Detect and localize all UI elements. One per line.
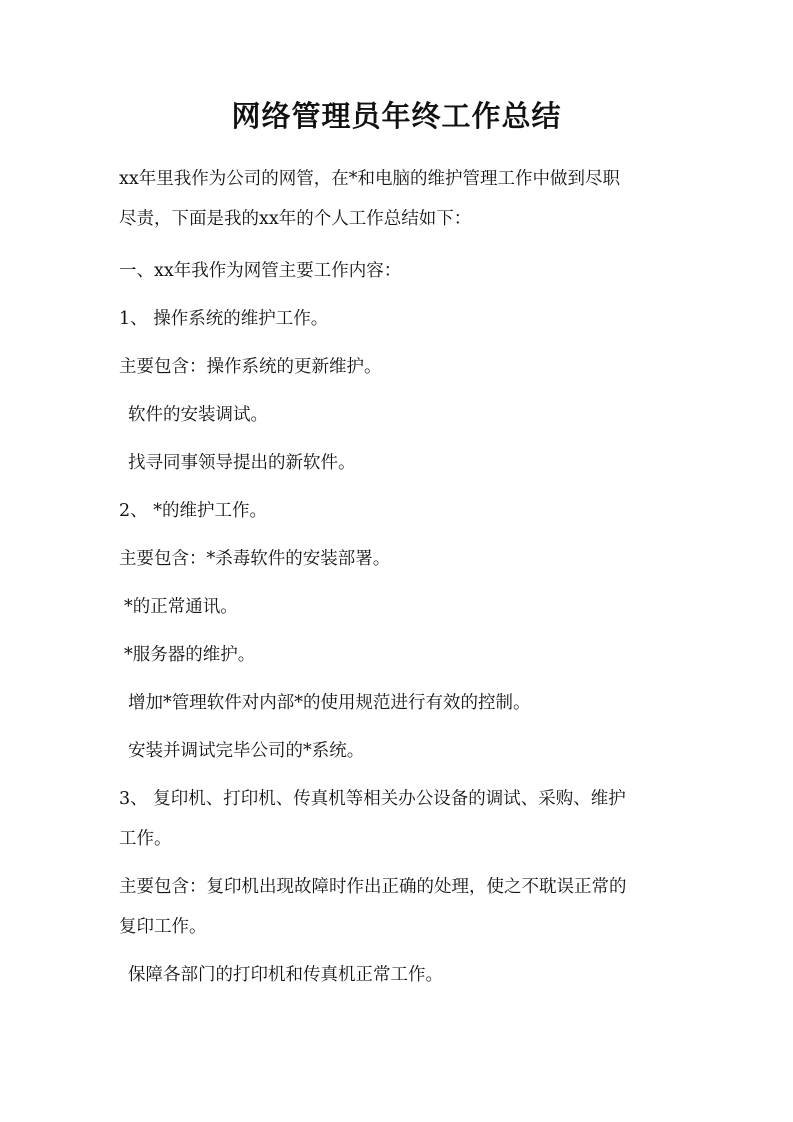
document-title: 网络管理员年终工作总结 [231, 99, 562, 133]
list-item-3 [119, 779, 679, 859]
list-item-1-sub-1: 软件的安装调试。 [128, 405, 268, 425]
intro-paragraph [119, 159, 679, 239]
list-item-2: 2、 *的维护工作。 [119, 501, 267, 521]
intro-line-1: xx年里我作为公司的网管，在*和电脑的维护管理工作中做到尽职 [119, 169, 620, 189]
document-body [119, 159, 679, 1003]
list-item-2-sub-1: *的正常通讯。 [124, 597, 238, 617]
list-item-3-main-line-1: 主要包含：复印机出现故障时作出正确的处理，使之不耽误正常的 [119, 877, 627, 897]
list-item-2-sub-2: *服务器的维护。 [124, 645, 256, 665]
list-item-1-main: 主要包含：操作系统的更新维护。 [119, 357, 382, 377]
intro-line-2: 尽责，下面是我的xx年的个人工作总结如下： [119, 209, 472, 229]
list-item-2-sub-4: 安装并调试完毕公司的*系统。 [128, 741, 365, 761]
list-item-2-sub-3: 增加*管理软件对内部*的使用规范进行有效的控制。 [128, 693, 531, 713]
list-item-3-line-2: 工作。 [119, 829, 172, 849]
list-item-3-main [119, 867, 679, 947]
list-item-3-main-line-2: 复印工作。 [119, 917, 207, 937]
list-item-1-sub-2: 找寻同事领导提出的新软件。 [128, 453, 356, 473]
list-item-3-line-1: 3、 复印机、打印机、传真机等相关办公设备的调试、采购、维护 [119, 789, 626, 809]
list-item-3-sub-1: 保障各部门的打印机和传真机正常工作。 [128, 965, 443, 985]
section-heading-1: 一、xx年我作为网管主要工作内容： [119, 261, 402, 281]
list-item-1: 1、 操作系统的维护工作。 [119, 309, 329, 329]
list-item-2-main: 主要包含：*杀毒软件的安装部署。 [119, 549, 391, 569]
